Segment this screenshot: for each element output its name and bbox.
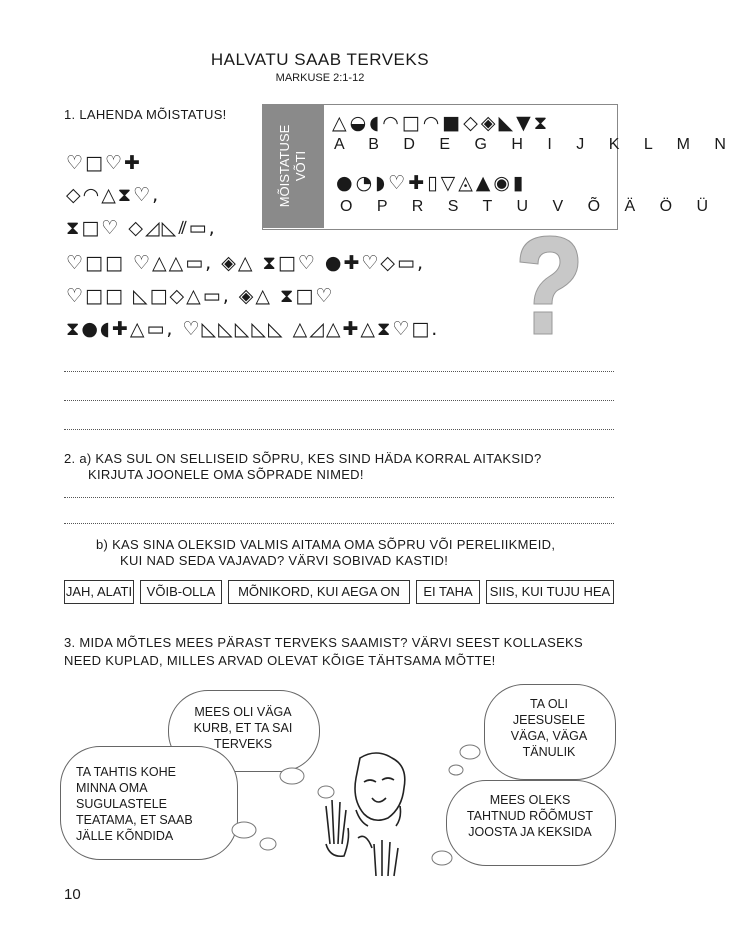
cipher-line-5: ♡□□ ◺□◇△▭, ◈△ ⧗□♡ (66, 285, 335, 307)
answer-line-2[interactable] (64, 400, 614, 401)
answer-line-1[interactable] (64, 371, 614, 372)
thought-bubble-thankful-text: TA OLI JEESUSELE VÄGA, VÄGA TÄNULIK (510, 697, 588, 759)
option-box-no[interactable]: EI TAHA (416, 580, 480, 604)
key-symbols-bottom: ●◔◗♡✚▯▽◬▲◉▮ (336, 172, 527, 194)
key-symbols-top: △◒◖◠□◠■◇◈◣▼⧗ (332, 112, 551, 134)
cipher-line-1: ♡□♡✚ (66, 152, 142, 174)
option-box-always[interactable]: JAH, ALATI (64, 580, 134, 604)
task2b-question: b) KAS SINA OLEKSID VALMIS AITAMA OMA SÕPRU VÕI PERELIIKMEID, (96, 537, 556, 552)
cipher-key-label: MÕISTATUSE VÕTI (262, 104, 324, 228)
option-box-maybe[interactable]: VÕIB-OLLA (140, 580, 222, 604)
key-letters-bottom: O P R S T U V Õ Ä Ö Ü (340, 198, 719, 215)
cipher-line-4: ♡□□ ♡△△▭, ◈△ ⧗□♡ ●✚♡◇▭, (66, 252, 426, 274)
cipher-line-3: ⧗□♡ ◇◿◺⫽▭, (66, 217, 217, 239)
friends-line-1[interactable] (64, 497, 614, 498)
thought-bubble-sad-text: MEES OLI VÄGA KURB, ET TA SAI TERVEKS (193, 705, 293, 751)
thought-bubble-jump-text: MEES OLEKS TAHTNUD RÕÕMUST JOOSTA JA KEKSIDA (466, 793, 594, 839)
task2a-instruction: KIRJUTA JOONELE OMA SÕPRADE NIMED! (88, 467, 364, 482)
task1-prompt: 1. LAHENDA MÕISTATUS! (64, 107, 227, 122)
cipher-line-2: ◇◠△⧗♡, (66, 184, 161, 206)
answer-line-3[interactable] (64, 429, 614, 430)
task3-instruction-2: NEED KUPLAD, MILLES ARVAD OLEVAT KÕIGE TÄHTSAMA MÕTTE! (64, 653, 496, 668)
task3-instruction-1: 3. MIDA MÕTLES MEES PÄRAST TERVEKS SAAMIST? VÄRVI SEEST KOLLASEKS (64, 635, 583, 650)
friends-line-2[interactable] (64, 523, 614, 524)
question-mark-icon (512, 232, 584, 342)
key-letters-top: A B D E G H I J K L M N (334, 136, 736, 153)
option-box-sometimes[interactable]: MÕNIKORD, KUI AEGA ON (228, 580, 410, 604)
page-number: 10 (64, 886, 81, 903)
task2a-question: 2. a) KAS SUL ON SELLISEID SÕPRU, KES SIND HÄDA KORRAL AITAKSID? (64, 451, 542, 466)
option-box-mood[interactable]: SIIS, KUI TUJU HEA (486, 580, 614, 604)
cipher-line-6: ⧗●◖✚△▭, ♡◺◺◺◺◺ △◿△✚△⧗♡□. (66, 318, 440, 340)
page-title: HALVATU SAAB TERVEKS (210, 50, 430, 69)
healed-man-illustration (316, 748, 426, 880)
thought-bubble-relatives-text: TA TAHTIS KOHE MINNA OMA SUGULASTELE TEATAMA, ET SAAB JÄLLE KÕNDIDA (76, 765, 193, 843)
scripture-reference: MARKUSE 2:1-12 (275, 72, 365, 84)
task2b-instruction: KUI NAD SEDA VAJAVAD? VÄRVI SOBIVAD KASTID! (120, 553, 449, 568)
